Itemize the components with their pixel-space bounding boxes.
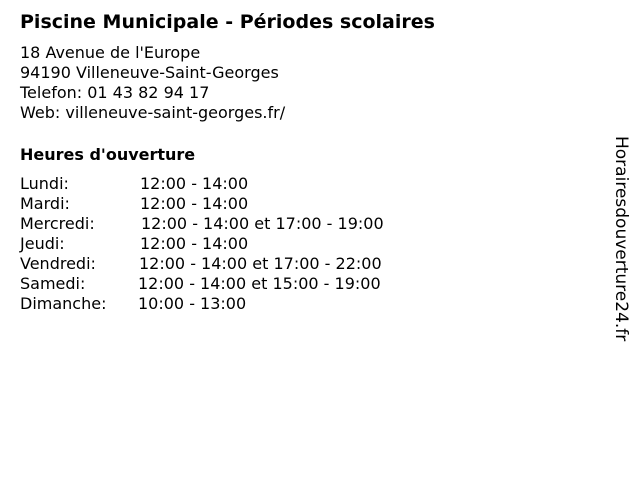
day-label: Vendredi: <box>20 254 96 273</box>
time-value: 12:00 - 14:00 <box>140 174 249 193</box>
time-value: 12:00 - 14:00 et 17:00 - 19:00 <box>141 214 384 233</box>
website: Web: villeneuve-saint-georges.fr/ <box>20 103 286 122</box>
day-label: Mardi: <box>20 194 70 213</box>
street-address: 18 Avenue de l'Europe <box>20 43 201 62</box>
time-value: 10:00 - 13:00 <box>138 294 247 313</box>
day-label: Samedi: <box>20 274 86 293</box>
time-value: 12:00 - 14:00 et 17:00 - 22:00 <box>139 254 382 273</box>
hours-heading: Heures d'ouverture <box>20 145 196 164</box>
time-value: 12:00 - 14:00 <box>140 194 249 213</box>
site-watermark: Horairesdouverture24.fr <box>611 136 631 342</box>
city-address: 94190 Villeneuve-Saint-Georges <box>20 63 279 82</box>
day-label: Lundi: <box>20 174 69 193</box>
phone-number: Telefon: 01 43 82 94 17 <box>20 83 210 102</box>
address-block <box>20 43 285 123</box>
day-label: Jeudi: <box>20 234 65 253</box>
page-title: Piscine Municipale - Périodes scolaires <box>20 11 435 33</box>
day-label: Dimanche: <box>20 294 107 313</box>
time-value: 12:00 - 14:00 et 15:00 - 19:00 <box>138 274 381 293</box>
day-label: Mercredi: <box>20 214 95 233</box>
time-value: 12:00 - 14:00 <box>140 234 249 253</box>
